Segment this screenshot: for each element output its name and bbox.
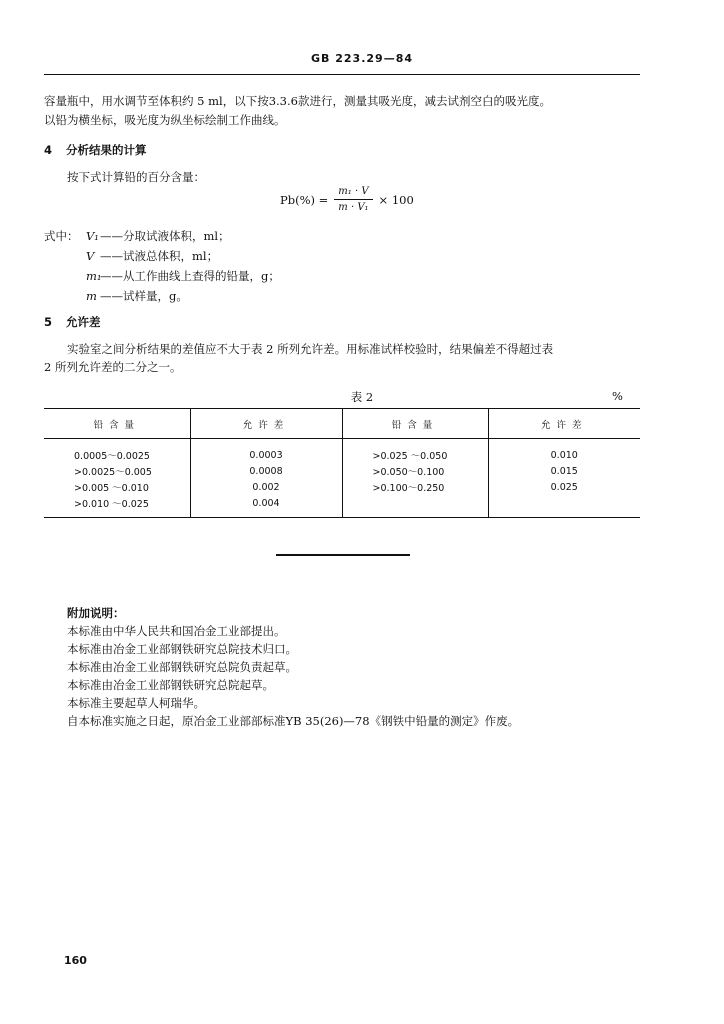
table-cell: 0.002 [190,479,342,495]
variable-description: ——试液总体积，ml； [100,249,219,263]
formula-fraction [334,186,372,213]
section-5-number: 5 [44,315,53,329]
intro-line-2: 以铅为横坐标，吸光度为纵坐标绘制工作曲线。 [44,113,286,127]
table-cell: 0.0003 [190,439,342,464]
formula-tail: × 100 [378,192,414,207]
table-cell: 0.025 [550,481,578,493]
table-header-row [44,409,640,439]
table-cell: >0.010 ～0.025 [44,495,190,518]
notes-line: 本标准由冶金工业部钢铁研究总院负责起草。 [67,660,297,674]
table-cell: >0.025 ～0.050 [342,439,488,464]
variable-description: ——试样量，g。 [100,289,188,303]
section-5-text-line-1: 实验室之间分析结果的差值应不大于表 2 所列允许差。用标准试样校验时，结果偏差不得超过表 [67,342,554,356]
formula-numerator: m₁ · V [338,186,369,197]
tolerance-table [44,408,640,518]
additional-notes [67,604,519,730]
section-4-number: 4 [44,143,53,157]
header-rule [44,74,640,75]
section-4-lead: 按下式计算铅的百分含量： [67,170,205,184]
pb-formula [280,186,414,213]
table-cell: 0.0008 [190,463,342,479]
section-5-title: 允许差 [66,315,101,329]
standard-number-header: GB 223.29—84 [311,52,413,65]
section-4-heading [44,142,147,158]
end-rule [276,554,410,556]
variable-symbol: V [86,249,95,263]
notes-line: 本标准由冶金工业部钢铁研究总院技术归口。 [67,642,297,656]
variable-definitions [44,226,280,306]
variable-row [44,266,280,286]
table-caption: 表 2 [350,390,374,404]
variable-symbol: V₁ [86,229,99,243]
table-row [44,439,640,464]
variable-symbol: m₁ [86,269,102,283]
variable-row [44,226,280,246]
table-cell [488,495,640,518]
where-label: 式中： [44,229,79,243]
notes-title: 附加说明： [67,606,125,620]
column-header-lead-content: 铅含量 [44,409,190,439]
notes-line: 本标准由中华人民共和国冶金工业部提出。 [67,624,286,638]
variable-symbol: m [86,289,97,303]
table-cell: 0.0005～0.0025 [44,439,190,464]
table-cell: >0.005 ～0.010 [44,479,190,495]
table-cell: >0.050～0.100 [342,463,488,479]
formula-denominator: m · V₁ [334,199,372,213]
variable-description: ——分取试液体积，ml； [100,229,230,243]
table-cell [342,495,488,518]
table-cell: >0.0025～0.005 [44,463,190,479]
variable-row [44,286,280,306]
table-row [44,479,640,495]
page-number: 160 [64,954,87,967]
column-header-lead-content: 铅含量 [342,409,488,439]
table-row [44,495,640,518]
table-unit: % [612,389,623,403]
table-row [44,463,640,479]
formula-lhs: Pb(%) = [280,192,329,207]
table-cell: >0.100～0.250 [342,479,488,495]
table-cell: 0.010 [550,449,578,461]
notes-line: 本标准由冶金工业部钢铁研究总院起草。 [67,678,274,692]
variable-row [44,246,280,266]
table-cell: 0.015 [550,465,578,477]
notes-line: 本标准主要起草人柯瑞华。 [67,696,205,710]
notes-line: 自本标准实施之日起，原冶金工业部部标准YB 35(26)—78《钢铁中铅量的测定》作废。 [67,714,520,728]
section-5-text-line-2: 2 所列允许差的二分之一。 [44,360,182,374]
section-4-title: 分析结果的计算 [66,143,147,157]
variable-description: ——从工作曲线上查得的铅量，g； [100,269,280,283]
section-5-heading [44,314,101,330]
intro-line-1: 容量瓶中，用水调节至体积约 5 ml，以下按3.3.6款进行，测量其吸光度，减去试剂空白的吸光度。 [44,94,551,108]
table-cell: 0.004 [190,495,342,518]
column-header-tolerance: 允许差 [190,409,342,439]
column-header-tolerance: 允许差 [488,409,640,439]
